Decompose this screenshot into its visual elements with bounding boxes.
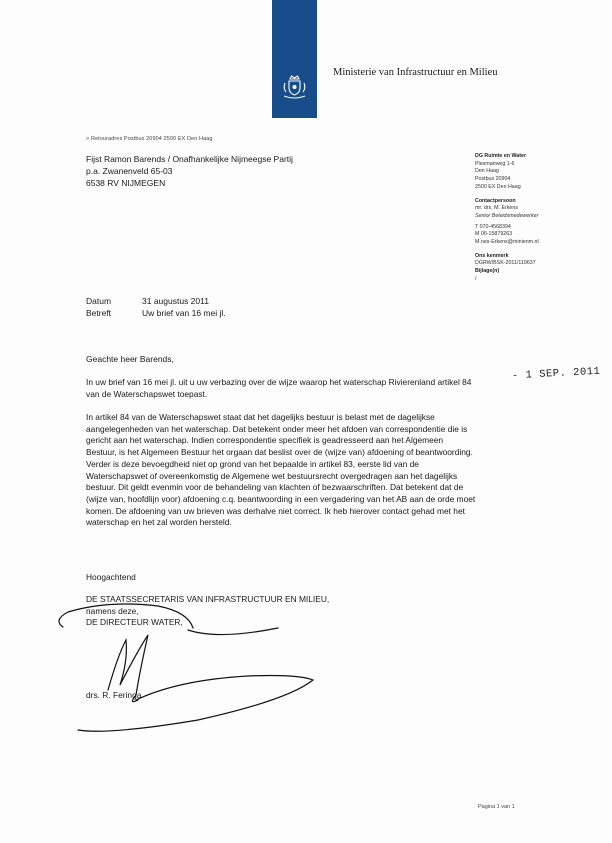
- handwritten-signature: [48, 600, 378, 740]
- reference-heading: Ons kenmerk: [475, 252, 509, 259]
- signer-name: drs. R. Feringa: [86, 690, 142, 700]
- contact-heading: Contactpersoon: [475, 197, 516, 204]
- recipient-line-1: Fijst Ramon Barends / Onafhankelijke Nijmeegse Partij: [86, 154, 293, 164]
- salutation: Geachte heer Barends,: [86, 354, 174, 364]
- ministry-name: Ministerie van Infrastructuur en Milieu: [333, 67, 498, 78]
- letter-meta: [86, 296, 226, 319]
- contact-role: Senior Beleidsmedewerker: [475, 212, 539, 219]
- recipient-address: [86, 153, 293, 189]
- contact-name: mr. drs. M. Erkens: [475, 205, 518, 212]
- sender-sidebar: [475, 153, 585, 284]
- signature-line-3: DE DIRECTEUR WATER,: [86, 617, 183, 627]
- signature-line-2: namens deze,: [86, 605, 139, 616]
- signature-line-1: DE STAATSSECRETARIS VAN INFRASTRUCTUUR EN MILIEU,: [86, 594, 330, 604]
- date-label: Datum: [86, 296, 112, 306]
- body-paragraph-1: In uw brief van 16 mei jl. uit u uw verbazing over de wijze waarop het waterschap Rivierenland artikel 84 van de Waterschapswet toepast.: [86, 377, 472, 399]
- enclosure-heading: Bijlage(n): [475, 268, 500, 275]
- department-line: Den Haag: [475, 168, 499, 175]
- coat-of-arms-icon: [281, 74, 308, 100]
- contact-email: M.nes-Erkens@minienm.nl: [475, 239, 539, 246]
- contact-mobile: M 06-15879263: [475, 231, 513, 238]
- department-line: Postbus 20904: [475, 176, 511, 183]
- government-logo-bar: [272, 0, 317, 118]
- return-address: > Retouradres Postbus 20904 2500 EX Den Haag: [86, 136, 213, 142]
- enclosure-value: /: [475, 275, 477, 282]
- department-line: Plesmanweg 1-6: [475, 160, 515, 167]
- closing: Hoogachtend: [86, 572, 136, 582]
- recipient-line-2: p.a. Zwanenveld 65-03: [86, 166, 173, 176]
- date-value: 31 augustus 2011: [142, 296, 209, 306]
- recipient-line-3: 6538 RV NIJMEGEN: [86, 178, 166, 188]
- subject-value: Uw brief van 16 mei jl.: [142, 307, 226, 318]
- body-paragraph-2: In artikel 84 van de Waterschapswet staat dat het dagelijks bestuur is belast met de dagelijkse aangelegenheden van het waterschap. Dat betekent onder meer het afdoen van correspondentie die is gericht aan het waterschap. Indien correspondentie specifiek is geadresseerd aan het Algemeen Bestuur, is het Algemeen Bestuur het orgaan dat beslist over de (wijze van) afdoening of beantwoording. Verder is deze bevoegdheid niet op grond van het bepaalde in artikel 83, eerste lid van de Waterschapswet of overeenkomstig de Algemene wet bestuursrecht overgedragen aan het dagelijks bestuur. Dit geldt evenmin voor de behandeling van klachten of bezwaarschriften. Dat betekent dat de (wijze van, hoofdlijn voor) afdoening c.q. beantwoording in een vergadering van het AB aan de orde moet komen. De afdoening van uw brieven was derhalve niet correct. Ik heb hierover contact gehad met het waterschap en het zal worden hersteld.: [86, 412, 476, 528]
- reference-value: DGRW/BSK-2011/119637: [475, 260, 536, 267]
- department-line: 2500 EX Den Haag: [475, 183, 521, 190]
- subject-label: Betreft: [86, 307, 112, 318]
- contact-phone: T 070-4568394: [475, 223, 511, 230]
- department-heading: DG Ruimte en Water: [475, 153, 527, 159]
- page-number: Pagina 1 van 1: [478, 804, 515, 810]
- received-date-stamp: - 1 SEP. 2011: [511, 365, 601, 383]
